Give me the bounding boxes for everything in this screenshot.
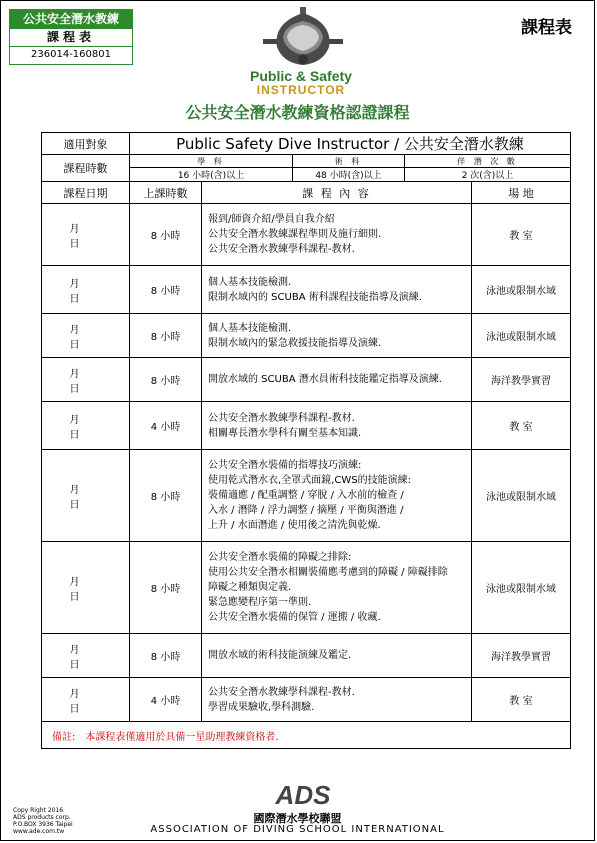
row-content <box>202 266 472 314</box>
copyright-line: Copy Right 2016 <box>13 807 64 814</box>
row-content-line: 入水 / 潛降 / 浮力調整 / 摘壓 / 平衡與潛進 / <box>208 505 404 516</box>
row-content-line: 學習成果驗收,學科測驗. <box>208 701 315 713</box>
row-hours: 8 小時 <box>130 358 202 402</box>
copyright-line: P.O.BOX 3936 Taipei <box>13 821 73 828</box>
schedule-row <box>42 634 571 678</box>
row-content-line: 公共安全潛水裝備的障礙之排除: <box>208 552 352 563</box>
copyright-line: ADS products corp. <box>13 814 71 821</box>
note-row <box>42 722 571 749</box>
schedule-row <box>42 266 571 314</box>
col-location-header: 場 地 <box>472 182 571 204</box>
column-header-row <box>42 182 571 204</box>
document-label: 課程表 <box>521 18 572 38</box>
row-location: 泳池或限制水域 <box>472 542 571 634</box>
brand-wordmark <box>231 69 371 97</box>
row-content-line: 公共安全潛水教練課程準則及施行細則. <box>208 229 382 240</box>
badge-subtitle: 課程表 <box>46 30 95 44</box>
row-date: 月 日 <box>42 542 130 634</box>
row-content <box>202 204 472 266</box>
course-title: 公共安全潛水教練資格認證課程 <box>185 103 410 122</box>
row-content-line: 障礙之種類與定義. <box>208 582 292 593</box>
col-date-header: 課程日期 <box>42 182 130 204</box>
row-content-line: 公共安全潛水教練學科課程-教材. <box>208 412 355 424</box>
row-date: 月 日 <box>42 358 130 402</box>
practical-hours: 48 小時(含)以上 <box>293 168 405 182</box>
buddy-dive-count: 2 次(含)以上 <box>405 168 571 182</box>
schedule-row <box>42 450 571 542</box>
row-content-line: 公共安全潛水裝備的指導技巧演練: <box>208 460 362 471</box>
audience-label: 適用對象 <box>42 133 130 155</box>
audience-row <box>42 133 571 155</box>
schedule-row <box>42 358 571 402</box>
row-content-line: 公共安全潛水教練學科課程-教材. <box>208 686 355 698</box>
row-content <box>202 678 472 722</box>
row-content-line: 限制水域內的緊急救援技能指導及演練. <box>208 337 382 349</box>
row-content <box>202 450 472 542</box>
badge-code: 236014-160801 <box>10 46 132 63</box>
brand-line-1: Public & Safety <box>250 68 352 84</box>
schedule-row <box>42 314 571 358</box>
row-date: 月 日 <box>42 402 130 450</box>
row-content-line: 個人基本技能檢測. <box>208 276 292 288</box>
row-hours: 8 小時 <box>130 542 202 634</box>
program-badge <box>9 9 133 65</box>
theory-hours: 16 小時(含)以上 <box>130 168 293 182</box>
schedule-row <box>42 204 571 266</box>
row-location: 海洋教學實習 <box>472 634 571 678</box>
row-date: 月 日 <box>42 204 130 266</box>
row-hours: 8 小時 <box>130 450 202 542</box>
row-location: 泳池或限制水域 <box>472 266 571 314</box>
row-content <box>202 634 472 678</box>
badge-title: 公共安全潛水教練 <box>10 10 132 29</box>
row-hours: 4 小時 <box>130 402 202 450</box>
hours-subheader-row <box>42 155 571 168</box>
col-hours-header: 上課時數 <box>130 182 202 204</box>
row-content <box>202 314 472 358</box>
row-location: 教 室 <box>472 678 571 722</box>
row-hours: 8 小時 <box>130 266 202 314</box>
theory-header: 學 科 <box>130 155 293 168</box>
schedule-table <box>41 132 571 749</box>
ads-logo-text: ADS <box>275 782 331 806</box>
row-location: 海洋教學實習 <box>472 358 571 402</box>
note-text: 備註: 本課程表僅適用於具備一星助理教練資格者. <box>42 722 571 749</box>
row-content-line: 報到/師資介紹/學員自我介紹 <box>208 214 335 225</box>
row-content-line: 使用乾式潛水衣,全罩式面鏡,CWS的技能演練: <box>208 475 411 486</box>
row-content-line: 緊急應變程序第一準則. <box>208 597 312 608</box>
brand-line-2: INSTRUCTOR <box>256 83 346 97</box>
row-content-line: 個人基本技能檢測. <box>208 322 292 334</box>
row-content-line: 上升 / 水面潛進 / 使用後之清洗與乾燥. <box>208 520 381 531</box>
row-content-line: 使用公共安全潛水相關裝備應考慮到的障礙 / 障礙排除 <box>208 567 448 578</box>
row-location: 教 室 <box>472 204 571 266</box>
schedule-row <box>42 542 571 634</box>
audience-value: Public Safety Dive Instructor / 公共安全潛水教練 <box>130 133 571 155</box>
row-content-line: 相關專長潛水學科有關至基本知識. <box>208 427 362 439</box>
row-hours: 8 小時 <box>130 204 202 266</box>
row-hours: 8 小時 <box>130 634 202 678</box>
buddy-dive-header: 伴 潛 次 數 <box>405 155 571 168</box>
row-location: 泳池或限制水域 <box>472 450 571 542</box>
row-content-line: 限制水域內的 SCUBA 術科課程技能指導及演練. <box>208 291 422 303</box>
row-location: 教 室 <box>472 402 571 450</box>
row-content-line: 公共安全潛水教練學科課程-教材. <box>208 244 355 255</box>
row-content <box>202 358 472 402</box>
row-date: 月 日 <box>42 450 130 542</box>
row-content-line: 裝備適應 / 配重調整 / 穿脫 / 入水前的檢查 / <box>208 490 404 501</box>
schedule-row <box>42 678 571 722</box>
dive-mask-logo-icon <box>263 7 343 69</box>
row-date: 月 日 <box>42 266 130 314</box>
row-content-line: 公共安全潛水裝備的保管 / 運搬 / 收藏. <box>208 612 381 623</box>
row-content-line: 開放水域的術科技能演練及鑑定. <box>208 650 352 661</box>
ads-logo-icon <box>255 782 351 806</box>
schedule-rows <box>42 204 571 722</box>
org-name-cn: 國際潛水學校聯盟 <box>253 812 342 825</box>
row-content <box>202 402 472 450</box>
row-date: 月 日 <box>42 634 130 678</box>
row-location: 泳池或限制水域 <box>472 314 571 358</box>
schedule-row <box>42 402 571 450</box>
copyright-line: www.ade.com.tw <box>13 828 65 835</box>
org-name-en: ASSOCIATION OF DIVING SCHOOL INTERNATIONAL <box>150 824 445 835</box>
row-date: 月 日 <box>42 678 130 722</box>
row-content <box>202 542 472 634</box>
col-content-header: 課 程 內 容 <box>202 182 472 204</box>
row-hours: 8 小時 <box>130 314 202 358</box>
hours-label: 課程時數 <box>42 155 130 182</box>
row-date: 月 日 <box>42 314 130 358</box>
practical-header: 術 科 <box>293 155 405 168</box>
row-hours: 4 小時 <box>130 678 202 722</box>
row-content-line: 開放水域的 SCUBA 潛水員術科技能鑑定指導及演練. <box>208 374 442 385</box>
